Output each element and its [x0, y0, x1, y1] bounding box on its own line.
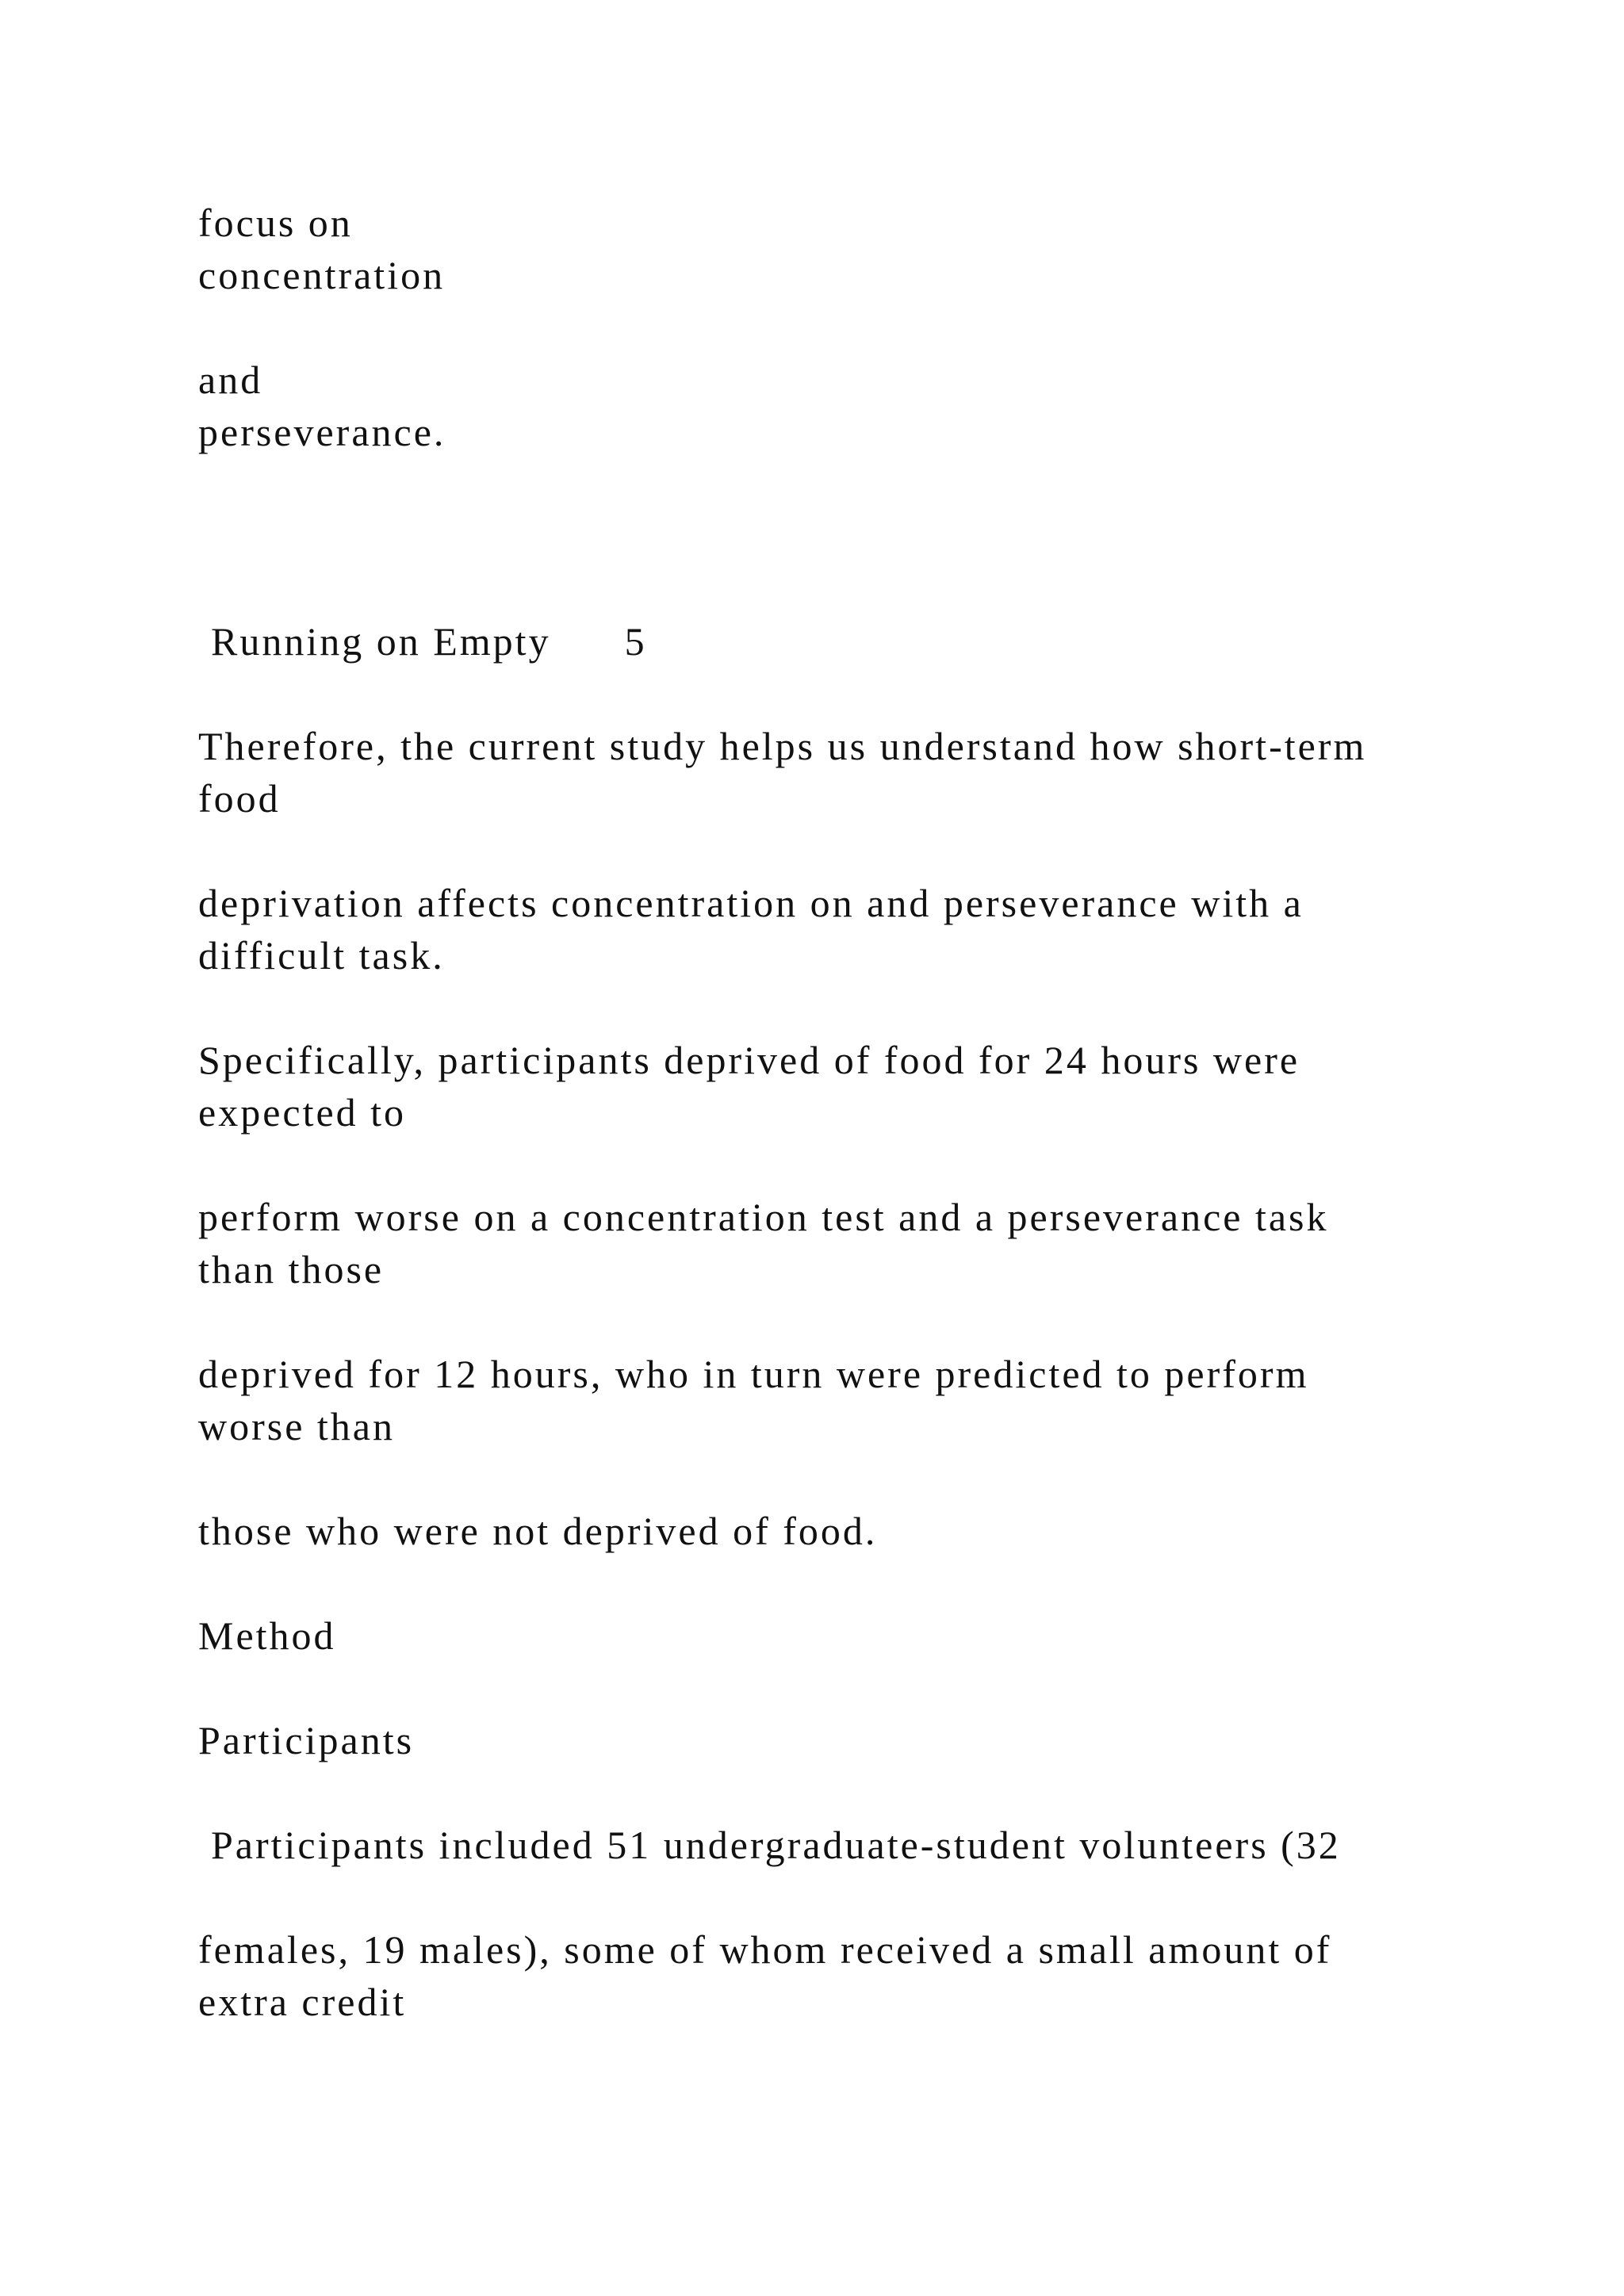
text-line: deprivation affects concentration on and perseverance with a	[198, 881, 1304, 925]
text-line: perseverance.	[198, 410, 446, 454]
text-line: Participants included 51 undergraduate-student volunteers (32	[211, 1823, 1341, 1867]
subsection-heading: Participants	[198, 1718, 415, 1762]
text-line: worse than	[198, 1404, 395, 1448]
section-heading: Method	[198, 1613, 336, 1658]
text-line: and	[198, 358, 263, 402]
text-line: perform worse on a concentration test and a perseverance task	[198, 1195, 1329, 1239]
text-line: Specifically, participants deprived of food for 24 hours were	[198, 1038, 1300, 1082]
text-line: those who were not deprived of food.	[198, 1509, 878, 1553]
text-line: concentration	[198, 253, 446, 297]
text-line: focus on	[198, 201, 353, 245]
text-line: extra credit	[198, 1980, 407, 2024]
text-line: difficult task.	[198, 933, 445, 978]
text-line: deprived for 12 hours, who in turn were predicted to perform	[198, 1352, 1309, 1396]
text-line: than those	[198, 1247, 385, 1292]
text-line: Therefore, the current study helps us understand how short-term	[198, 724, 1367, 768]
running-header: Running on Empty 5	[211, 619, 647, 664]
text-line: females, 19 males), some of whom received a small amount of	[198, 1927, 1332, 1972]
text-line: food	[198, 776, 281, 821]
text-line: expected to	[198, 1090, 407, 1135]
